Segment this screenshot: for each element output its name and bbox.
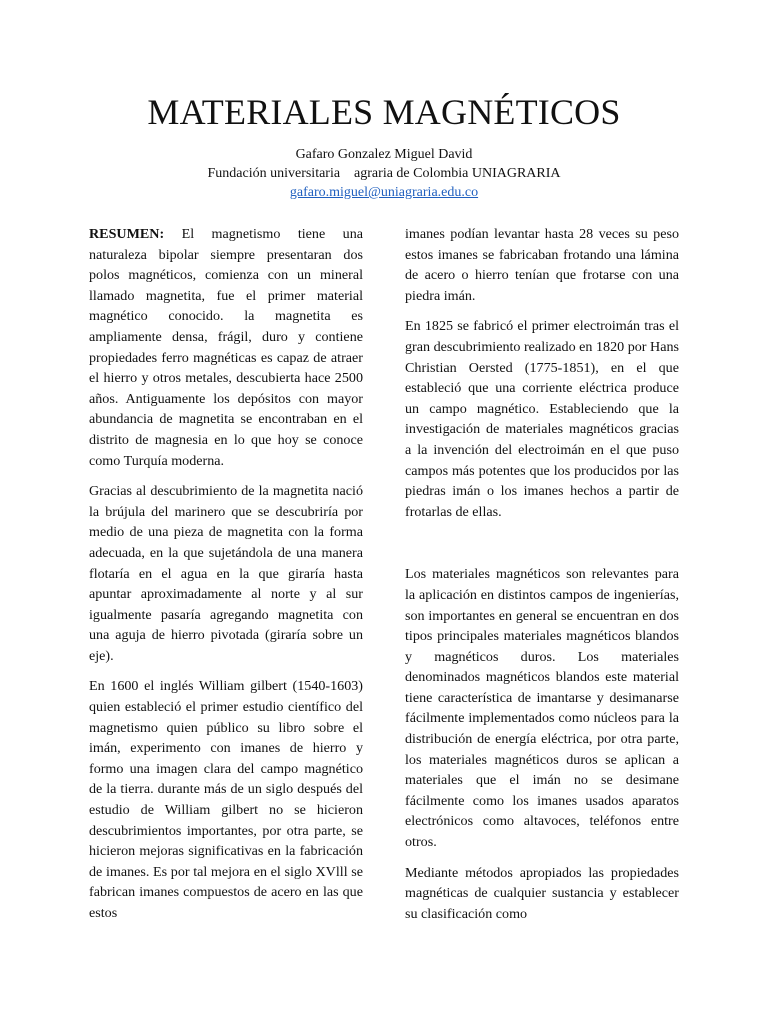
- left-column: [89, 224, 363, 934]
- abstract-paragraph: [89, 224, 363, 471]
- author-institution: Fundación universitaria agraria de Colombia UNIAGRARIA: [207, 166, 561, 181]
- body-paragraph: imanes podían levantar hasta 28 veces su peso estos imanes se fabricaban frotando una lámina de acero o hierro tenían que frotarse con una piedra imán.: [405, 226, 679, 304]
- body-paragraph: Los materiales magnéticos son relevantes para la aplicación en distintos campos de ingenierías, son importantes en general se encuentran en dos tipos principales materiales magnéticos blandos y magnéticos duros. Los materiales denominados magnéticos blandos este material tiene característica de imantarse y desimanarse fácilmente implementados como núcleos para la distribución de energía eléctrica, por otra parte, los materiales magnéticos duros se aplican a materiales que el imán no se desimane fácilmente como los imanes usados aparatos electrónicos como altavoces, teléfonos entre otros.: [405, 566, 679, 851]
- abstract-text: El magnetismo tiene una naturaleza bipolar siempre presentaran dos polos magnéticos, comienza con un mineral llamado magnetita, fue el primer material magnético conocido. la magnetita es ampliamente densa, frágil, duro y contiene propiedades ferro magnéticas es capaz de atraer el hierro y otros metales, descubierta hace 2500 años. Antiguamente los depósitos con mayor abundancia de magnetita se encontraban en el distrito de magnesia en lo que hoy se conoce como Turquía moderna.: [89, 226, 363, 469]
- author-email-link[interactable]: gafaro.miguel@uniagraria.edu.co: [289, 185, 479, 200]
- author-name: Gafaro Gonzalez Miguel David: [295, 147, 473, 162]
- abstract-label: RESUMEN:: [89, 226, 165, 242]
- body-paragraph: En 1600 el inglés William gilbert (1540-1603) quien estableció el primer estudio científico del magnetismo quien público su libro sobre el imán, experimento con imanes de hierro y formo una imagen clara del campo magnético de la tierra. durante más de un siglo después del estudio de William gilbert no se hicieron descubrimientos importantes, por otra parte, se hicieron mejoras significativas en la fabricación de imanes. Es por tal mejora en el siglo XVlll se fabrican imanes compuestos de acero en las que estos: [89, 678, 363, 921]
- body-paragraph: Mediante métodos apropiados las propiedades magnéticas de cualquier sustancia y establecer su clasificación como: [405, 864, 679, 922]
- paper-title: MATERIALES MAGNÉTICOS: [147, 92, 621, 132]
- body-paragraph: Gracias al descubrimiento de la magnetita nació la brújula del marinero que se descubriría por medio de una pieza de magnetita con la forma adecuada, en la que sujetándola de una manera flotaría en el agua en la que giraría hasta apuntar aproximadamente al norte y al sur igualmente pasaría agregando magnetita con una aguja de hierro pivotada (giraría sobre un eje).: [89, 483, 363, 664]
- author-block: [0, 145, 768, 202]
- right-column: [405, 224, 679, 934]
- paragraph-gap: [405, 532, 679, 564]
- body-paragraph: En 1825 se fabricó el primer electroimán tras el gran descubrimiento realizado en 1820 por Hans Christian Oersted (1775-1851), en el que estableció que una corriente eléctrica produce un campo magnético. Estableciendo que la investigación de materiales magnéticos gracias a la invención del electroimán en el que puso campos más potentes que los producidos por las piedras imán o los imanes hechos a partir de frotarlas de ellas.: [405, 318, 679, 520]
